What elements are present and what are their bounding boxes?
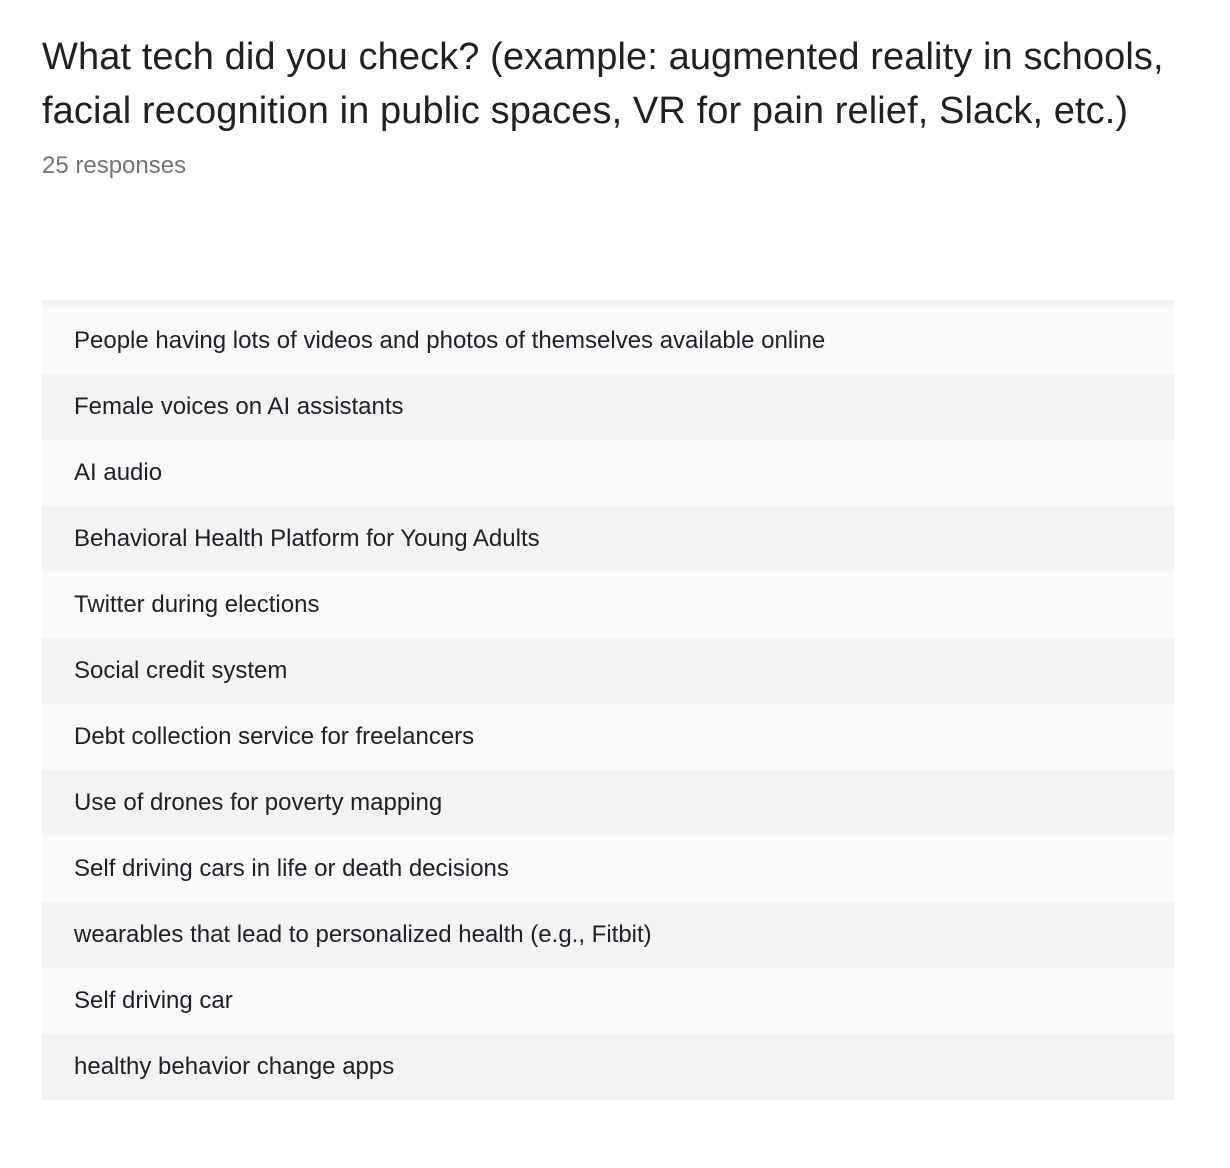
response-row bbox=[42, 770, 1174, 836]
response-text: Twitter during elections bbox=[74, 591, 320, 618]
response-text: Debt collection service for freelancers bbox=[74, 723, 475, 750]
response-text: Social credit system bbox=[74, 657, 288, 684]
response-row bbox=[42, 572, 1174, 638]
response-row bbox=[42, 506, 1174, 572]
response-text: People having lots of videos and photos of themselves available online bbox=[74, 327, 826, 354]
response-row bbox=[42, 1034, 1174, 1100]
response-text: Use of drones for poverty mapping bbox=[74, 789, 443, 816]
response-text: AI audio bbox=[74, 459, 163, 486]
response-row bbox=[42, 968, 1174, 1034]
response-text: wearables that lead to personalized health (e.g., Fitbit) bbox=[74, 921, 652, 948]
response-row bbox=[42, 308, 1174, 374]
response-row bbox=[42, 836, 1174, 902]
response-text: Female voices on AI assistants bbox=[74, 393, 404, 420]
response-count: 25 responses bbox=[42, 152, 187, 179]
response-row bbox=[42, 704, 1174, 770]
response-text: healthy behavior change apps bbox=[74, 1053, 395, 1080]
response-row bbox=[42, 440, 1174, 506]
question-title: What tech did you check? (example: augmented reality in schools, facial recognition in public spaces, VR for pain relief, Slack, etc.) bbox=[42, 36, 1164, 132]
response-list[interactable] bbox=[42, 300, 1174, 1100]
response-row bbox=[42, 638, 1174, 704]
response-row bbox=[42, 374, 1174, 440]
response-text: Self driving cars in life or death decisions bbox=[74, 855, 509, 882]
response-row bbox=[42, 902, 1174, 968]
question-card bbox=[42, 30, 1174, 1080]
response-text: Behavioral Health Platform for Young Adults bbox=[74, 525, 540, 552]
response-text: Self driving car bbox=[74, 987, 233, 1014]
